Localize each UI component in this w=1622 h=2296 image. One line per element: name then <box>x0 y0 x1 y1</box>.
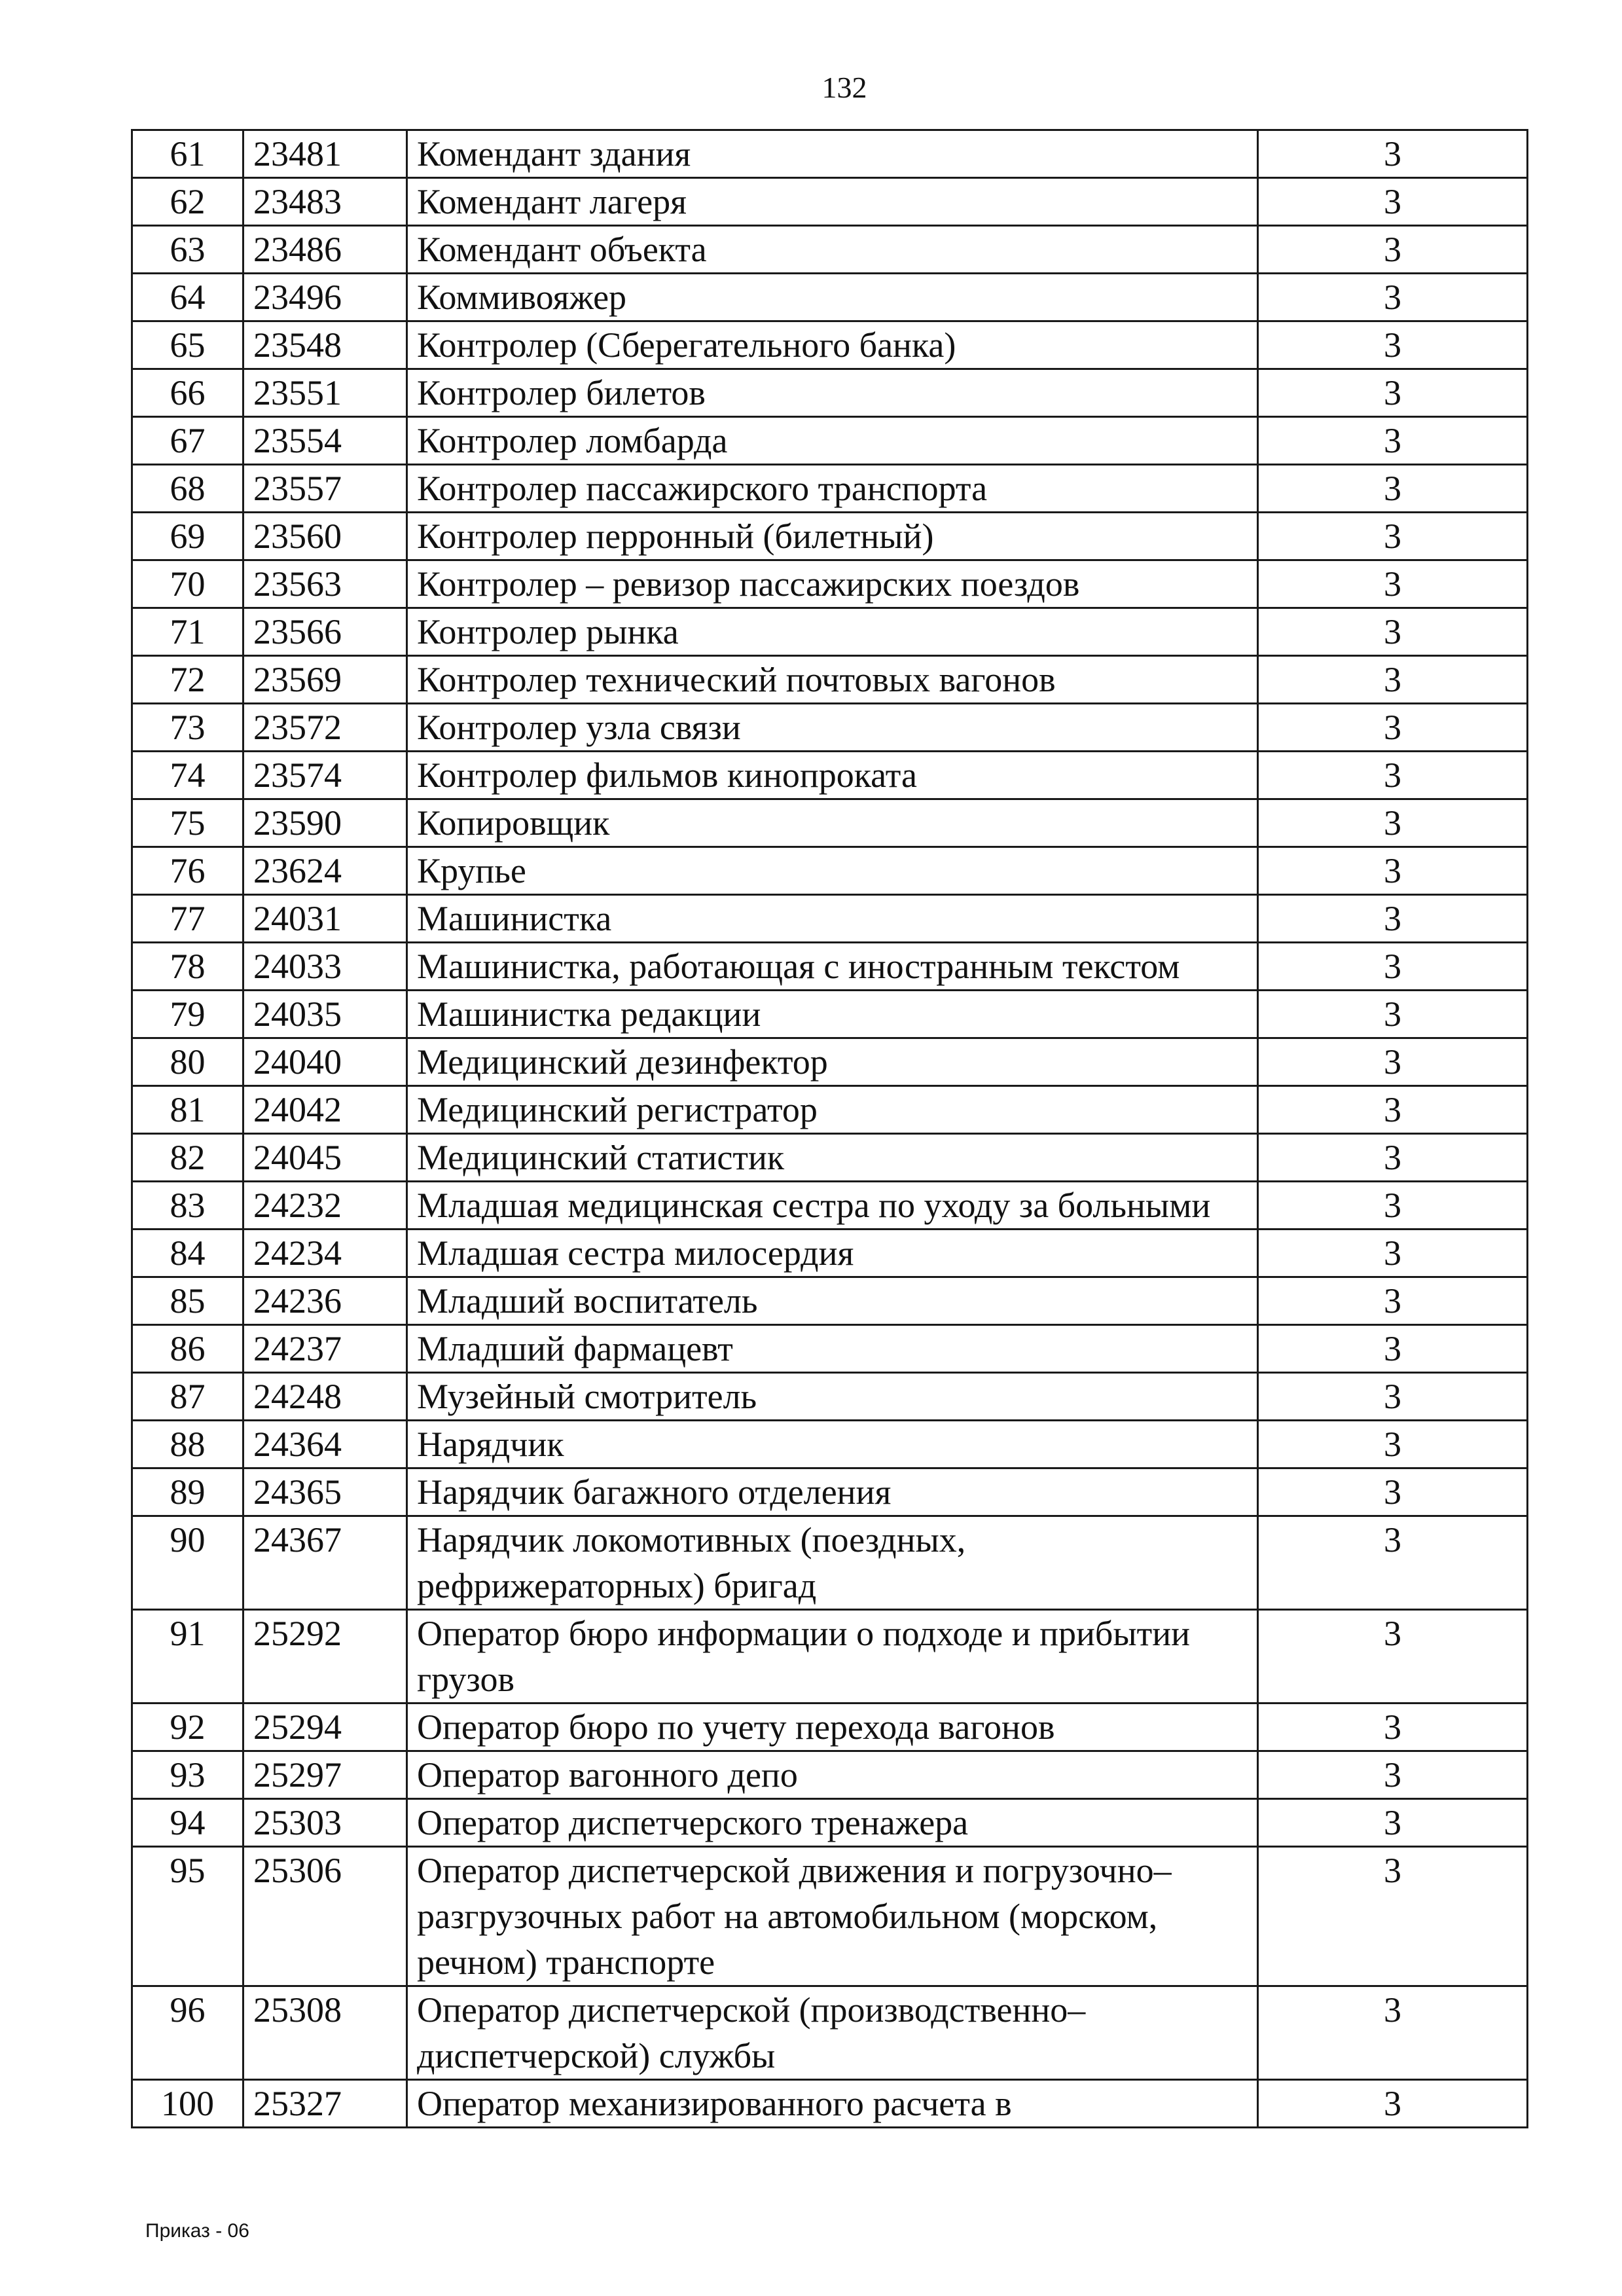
profession-code: 24035 <box>243 991 407 1038</box>
profession-code: 23572 <box>243 704 407 752</box>
row-number: 61 <box>132 130 243 178</box>
row-number: 83 <box>132 1182 243 1230</box>
category-value: 3 <box>1258 799 1528 847</box>
category-value: 3 <box>1258 1468 1528 1516</box>
profession-name: Музейный смотритель <box>407 1373 1258 1421</box>
table-row <box>132 656 1528 704</box>
table-row <box>132 943 1528 991</box>
category-value: 3 <box>1258 321 1528 369</box>
profession-code: 24042 <box>243 1086 407 1134</box>
row-number: 69 <box>132 513 243 560</box>
category-value: 3 <box>1258 1516 1528 1610</box>
profession-code: 23624 <box>243 847 407 895</box>
category-value: 3 <box>1258 513 1528 560</box>
footer-label: Приказ - 06 <box>145 2220 249 2242</box>
row-number: 89 <box>132 1468 243 1516</box>
profession-code: 25297 <box>243 1751 407 1799</box>
profession-name: Копировщик <box>407 799 1258 847</box>
table-row <box>132 1038 1528 1086</box>
table-row <box>132 1986 1528 2080</box>
category-value: 3 <box>1258 895 1528 943</box>
row-number: 81 <box>132 1086 243 1134</box>
profession-name: Контролер узла связи <box>407 704 1258 752</box>
profession-name: Коммивояжер <box>407 274 1258 321</box>
category-value: 3 <box>1258 1038 1528 1086</box>
profession-code: 24248 <box>243 1373 407 1421</box>
category-value: 3 <box>1258 1086 1528 1134</box>
row-number: 84 <box>132 1230 243 1277</box>
profession-code: 24232 <box>243 1182 407 1230</box>
row-number: 95 <box>132 1847 243 1986</box>
profession-code: 23563 <box>243 560 407 608</box>
profession-name: Младший воспитатель <box>407 1277 1258 1325</box>
category-value: 3 <box>1258 1230 1528 1277</box>
profession-code: 25308 <box>243 1986 407 2080</box>
row-number: 67 <box>132 417 243 465</box>
category-value: 3 <box>1258 369 1528 417</box>
profession-name: Контролер рынка <box>407 608 1258 656</box>
profession-name: Медицинский дезинфектор <box>407 1038 1258 1086</box>
profession-name: Нарядчик <box>407 1421 1258 1468</box>
profession-name: Оператор бюро информации о подходе и прибытии грузов <box>407 1610 1258 1704</box>
category-value: 3 <box>1258 608 1528 656</box>
profession-code: 24045 <box>243 1134 407 1182</box>
profession-code: 24365 <box>243 1468 407 1516</box>
profession-name: Нарядчик локомотивных (поездных, рефрижераторных) бригад <box>407 1516 1258 1610</box>
table-row <box>132 1182 1528 1230</box>
profession-name: Контролер ломбарда <box>407 417 1258 465</box>
profession-name: Оператор бюро по учету перехода вагонов <box>407 1704 1258 1751</box>
profession-code: 23554 <box>243 417 407 465</box>
profession-code: 23566 <box>243 608 407 656</box>
table-row <box>132 1325 1528 1373</box>
profession-code: 23496 <box>243 274 407 321</box>
table-row <box>132 895 1528 943</box>
row-number: 76 <box>132 847 243 895</box>
category-value: 3 <box>1258 1373 1528 1421</box>
profession-name: Комендант здания <box>407 130 1258 178</box>
table-row <box>132 178 1528 226</box>
profession-code: 24033 <box>243 943 407 991</box>
row-number: 65 <box>132 321 243 369</box>
profession-name: Оператор диспетчерского тренажера <box>407 1799 1258 1847</box>
row-number: 96 <box>132 1986 243 2080</box>
row-number: 94 <box>132 1799 243 1847</box>
category-value: 3 <box>1258 560 1528 608</box>
row-number: 75 <box>132 799 243 847</box>
profession-code: 24234 <box>243 1230 407 1277</box>
profession-code: 23548 <box>243 321 407 369</box>
table-row <box>132 1277 1528 1325</box>
row-number: 82 <box>132 1134 243 1182</box>
table-row <box>132 799 1528 847</box>
row-number: 86 <box>132 1325 243 1373</box>
category-value: 3 <box>1258 274 1528 321</box>
table-row <box>132 1704 1528 1751</box>
row-number: 78 <box>132 943 243 991</box>
table-row <box>132 1610 1528 1704</box>
profession-name: Оператор механизированного расчета в <box>407 2080 1258 2128</box>
profession-code: 24364 <box>243 1421 407 1468</box>
profession-name: Крупье <box>407 847 1258 895</box>
profession-name: Контролер пассажирского транспорта <box>407 465 1258 513</box>
profession-name: Контролер фильмов кинопроката <box>407 752 1258 799</box>
profession-code: 23483 <box>243 178 407 226</box>
profession-name: Оператор диспетчерской движения и погрузочно–разгрузочных работ на автомобильном (морском, речном) транспорте <box>407 1847 1258 1986</box>
table-row <box>132 1421 1528 1468</box>
profession-name: Младшая сестра милосердия <box>407 1230 1258 1277</box>
table-row <box>132 274 1528 321</box>
profession-name: Комендант объекта <box>407 226 1258 274</box>
profession-name: Контролер технический почтовых вагонов <box>407 656 1258 704</box>
row-number: 92 <box>132 1704 243 1751</box>
row-number: 73 <box>132 704 243 752</box>
profession-code: 23569 <box>243 656 407 704</box>
profession-code: 24236 <box>243 1277 407 1325</box>
table-row <box>132 417 1528 465</box>
category-value: 3 <box>1258 1325 1528 1373</box>
profession-code: 23557 <box>243 465 407 513</box>
profession-code: 24237 <box>243 1325 407 1373</box>
category-value: 3 <box>1258 1751 1528 1799</box>
profession-name: Младший фармацевт <box>407 1325 1258 1373</box>
table-row <box>132 2080 1528 2128</box>
table-row <box>132 608 1528 656</box>
table-row <box>132 1799 1528 1847</box>
table-row <box>132 1516 1528 1610</box>
category-value: 3 <box>1258 1134 1528 1182</box>
table-row <box>132 1468 1528 1516</box>
row-number: 80 <box>132 1038 243 1086</box>
profession-code: 24367 <box>243 1516 407 1610</box>
table-row <box>132 560 1528 608</box>
category-value: 3 <box>1258 991 1528 1038</box>
row-number: 72 <box>132 656 243 704</box>
row-number: 66 <box>132 369 243 417</box>
table-row <box>132 752 1528 799</box>
row-number: 64 <box>132 274 243 321</box>
table-row <box>132 991 1528 1038</box>
professions-table <box>131 129 1528 2128</box>
row-number: 100 <box>132 2080 243 2128</box>
category-value: 3 <box>1258 226 1528 274</box>
row-number: 87 <box>132 1373 243 1421</box>
category-value: 3 <box>1258 417 1528 465</box>
table-row <box>132 1086 1528 1134</box>
category-value: 3 <box>1258 847 1528 895</box>
table-row <box>132 465 1528 513</box>
table-row <box>132 321 1528 369</box>
profession-code: 23574 <box>243 752 407 799</box>
profession-code: 23486 <box>243 226 407 274</box>
profession-name: Машинистка редакции <box>407 991 1258 1038</box>
profession-code: 25294 <box>243 1704 407 1751</box>
profession-name: Оператор вагонного депо <box>407 1751 1258 1799</box>
row-number: 68 <box>132 465 243 513</box>
category-value: 3 <box>1258 178 1528 226</box>
table-body <box>132 130 1528 2128</box>
category-value: 3 <box>1258 2080 1528 2128</box>
table-row <box>132 130 1528 178</box>
profession-code: 23481 <box>243 130 407 178</box>
profession-code: 24031 <box>243 895 407 943</box>
row-number: 77 <box>132 895 243 943</box>
category-value: 3 <box>1258 1986 1528 2080</box>
profession-code: 24040 <box>243 1038 407 1086</box>
category-value: 3 <box>1258 1277 1528 1325</box>
row-number: 85 <box>132 1277 243 1325</box>
category-value: 3 <box>1258 1610 1528 1704</box>
table-row <box>132 704 1528 752</box>
category-value: 3 <box>1258 1799 1528 1847</box>
row-number: 63 <box>132 226 243 274</box>
profession-name: Контролер билетов <box>407 369 1258 417</box>
profession-name: Машинистка, работающая с иностранным текстом <box>407 943 1258 991</box>
profession-code: 25303 <box>243 1799 407 1847</box>
table-row <box>132 847 1528 895</box>
profession-code: 23590 <box>243 799 407 847</box>
profession-name: Оператор диспетчерской (производственно–диспетчерской) службы <box>407 1986 1258 2080</box>
category-value: 3 <box>1258 130 1528 178</box>
row-number: 93 <box>132 1751 243 1799</box>
profession-name: Нарядчик багажного отделения <box>407 1468 1258 1516</box>
category-value: 3 <box>1258 656 1528 704</box>
page-number: 132 <box>821 71 867 104</box>
profession-name: Машинистка <box>407 895 1258 943</box>
row-number: 90 <box>132 1516 243 1610</box>
row-number: 74 <box>132 752 243 799</box>
table-row <box>132 1373 1528 1421</box>
row-number: 88 <box>132 1421 243 1468</box>
table-row <box>132 1134 1528 1182</box>
table-row <box>132 369 1528 417</box>
table-row <box>132 1751 1528 1799</box>
category-value: 3 <box>1258 1421 1528 1468</box>
table-row <box>132 513 1528 560</box>
profession-code: 25327 <box>243 2080 407 2128</box>
profession-code: 25292 <box>243 1610 407 1704</box>
table-row <box>132 226 1528 274</box>
category-value: 3 <box>1258 704 1528 752</box>
category-value: 3 <box>1258 1847 1528 1986</box>
profession-name: Медицинский регистратор <box>407 1086 1258 1134</box>
table-row <box>132 1230 1528 1277</box>
profession-code: 23551 <box>243 369 407 417</box>
table-row <box>132 1847 1528 1986</box>
category-value: 3 <box>1258 1704 1528 1751</box>
profession-name: Контролер (Сберегательного банка) <box>407 321 1258 369</box>
profession-name: Младшая медицинская сестра по уходу за больными <box>407 1182 1258 1230</box>
profession-name: Контролер – ревизор пассажирских поездов <box>407 560 1258 608</box>
profession-code: 25306 <box>243 1847 407 1986</box>
category-value: 3 <box>1258 943 1528 991</box>
row-number: 71 <box>132 608 243 656</box>
row-number: 91 <box>132 1610 243 1704</box>
profession-name: Контролер перронный (билетный) <box>407 513 1258 560</box>
category-value: 3 <box>1258 465 1528 513</box>
row-number: 70 <box>132 560 243 608</box>
category-value: 3 <box>1258 1182 1528 1230</box>
profession-name: Комендант лагеря <box>407 178 1258 226</box>
profession-code: 23560 <box>243 513 407 560</box>
category-value: 3 <box>1258 752 1528 799</box>
row-number: 62 <box>132 178 243 226</box>
row-number: 79 <box>132 991 243 1038</box>
profession-name: Медицинский статистик <box>407 1134 1258 1182</box>
